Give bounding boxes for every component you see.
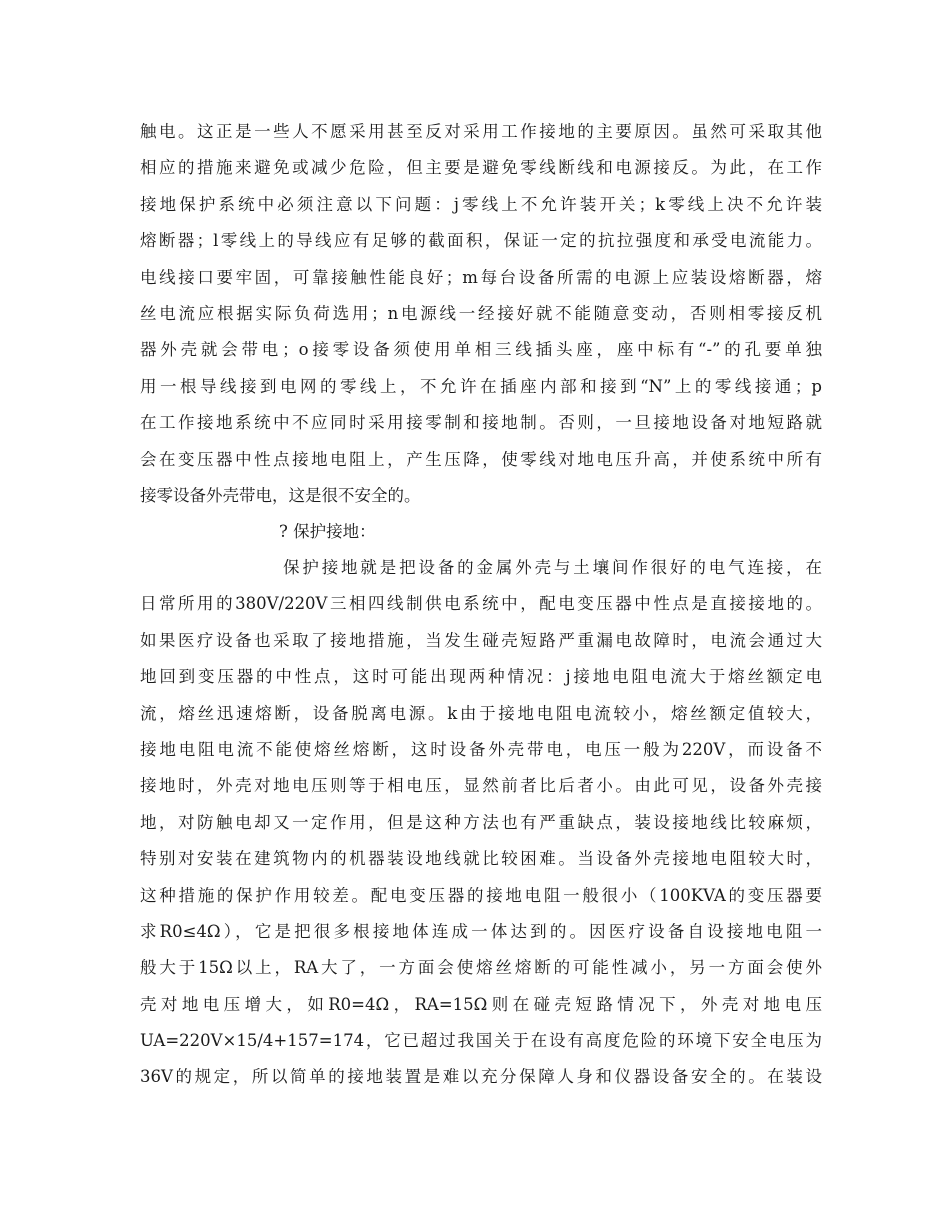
text-line: 壳对地电压增大，如R0=4Ω，RA=15Ω则在碰壳短路情况下，外壳对地电压: [140, 994, 822, 1014]
text-line: 36V的规定，所以简单的接地装置是难以充分保障人身和仪器设备安全的。在装设: [140, 1067, 822, 1087]
text-line: 如果医疗设备也采取了接地措施，当发生碰壳短路严重漏电故障时，电流会通过大: [140, 630, 822, 650]
text-line: 这种措施的保护作用较差。配电变压器的接地电阻一般很小（100KVA的变压器要: [140, 885, 822, 905]
text-line: 丝电流应根据实际负荷选用；n电源线一经接好就不能随意变动，否则相零接反机: [140, 303, 822, 323]
text-line: 用一根导线接到电网的零线上，不允许在插座内部和接到“N”上的零线接通；p: [140, 376, 822, 396]
text-line: 般大于15Ω以上，RA大了，一方面会使熔丝熔断的可能性减小，另一方面会使外: [140, 958, 822, 978]
text-line: 流，熔丝迅速熔断，设备脱离电源。k由于接地电阻电流较小，熔丝额定值较大，: [140, 703, 822, 723]
text-line: 电线接口要牢固，可靠接触性能良好；m每台设备所需的电源上应装设熔断器，熔: [140, 267, 822, 287]
text-line: UA=220V×15/4+157=174，它已超过我国关于在设有高度危险的环境下安全电压为: [140, 1031, 822, 1051]
text-line: 接地保护系统中必须注意以下问题：j零线上不允许装开关；k零线上决不允许装: [140, 194, 822, 214]
text-line: 在工作接地系统中不应同时采用接零制和接地制。否则，一旦接地设备对地短路就: [140, 413, 822, 433]
text-line: 日常所用的380V/220V三相四线制供电系统中，配电变压器中性点是直接接地的。: [140, 594, 822, 614]
text-line: 触电。这正是一些人不愿采用甚至反对采用工作接地的主要原因。虽然可采取其他: [140, 122, 822, 141]
text-line: 接地电阻电流不能使熔丝熔断，这时设备外壳带电，电压一般为220V，而设备不: [140, 739, 822, 759]
text-line: 地，对防触电却又一定作用，但是这种方法也有严重缺点，装设接地线比较麻烦，: [140, 812, 822, 832]
paragraph-protective-grounding: [140, 550, 822, 1096]
text-line: 相应的措施来避免或减少危险，但主要是避免零线断线和电源接反。为此，在工作: [140, 158, 822, 178]
text-line: 接零设备外壳带电，这是很不安全的。: [140, 485, 421, 505]
text-line: 特别对安装在建筑物内的机器装设地线就比较困难。当设备外壳接地电阻较大时，: [140, 849, 822, 869]
paragraph-work-grounding: [140, 114, 822, 514]
text-line: 会在变压器中性点接地电阻上，产生压降，使零线对地电压升高，并使系统中所有: [140, 449, 822, 469]
section-heading: ? 保护接地：: [279, 522, 376, 541]
text-line: 器外壳就会带电；o接零设备须使用单相三线插头座，座中标有“-”的孔要单独: [140, 340, 822, 360]
text-line: 熔断器；l零线上的导线应有足够的截面积，保证一定的抗拉强度和承受电流能力。: [140, 231, 822, 251]
text-line: 接地时，外壳对地电压则等于相电压，显然前者比后者小。由此可见，设备外壳接: [140, 776, 822, 796]
text-line: 求R0≤4Ω），它是把很多根接地体连成一体达到的。因医疗设备自设接地电阻一: [140, 921, 822, 941]
text-line: 保护接地就是把设备的金属外壳与土壤间作很好的电气连接，在: [283, 558, 822, 577]
text-line: 地回到变压器的中性点，这时可能出现两种情况：j接地电阻电流大于熔丝额定电: [140, 667, 822, 687]
